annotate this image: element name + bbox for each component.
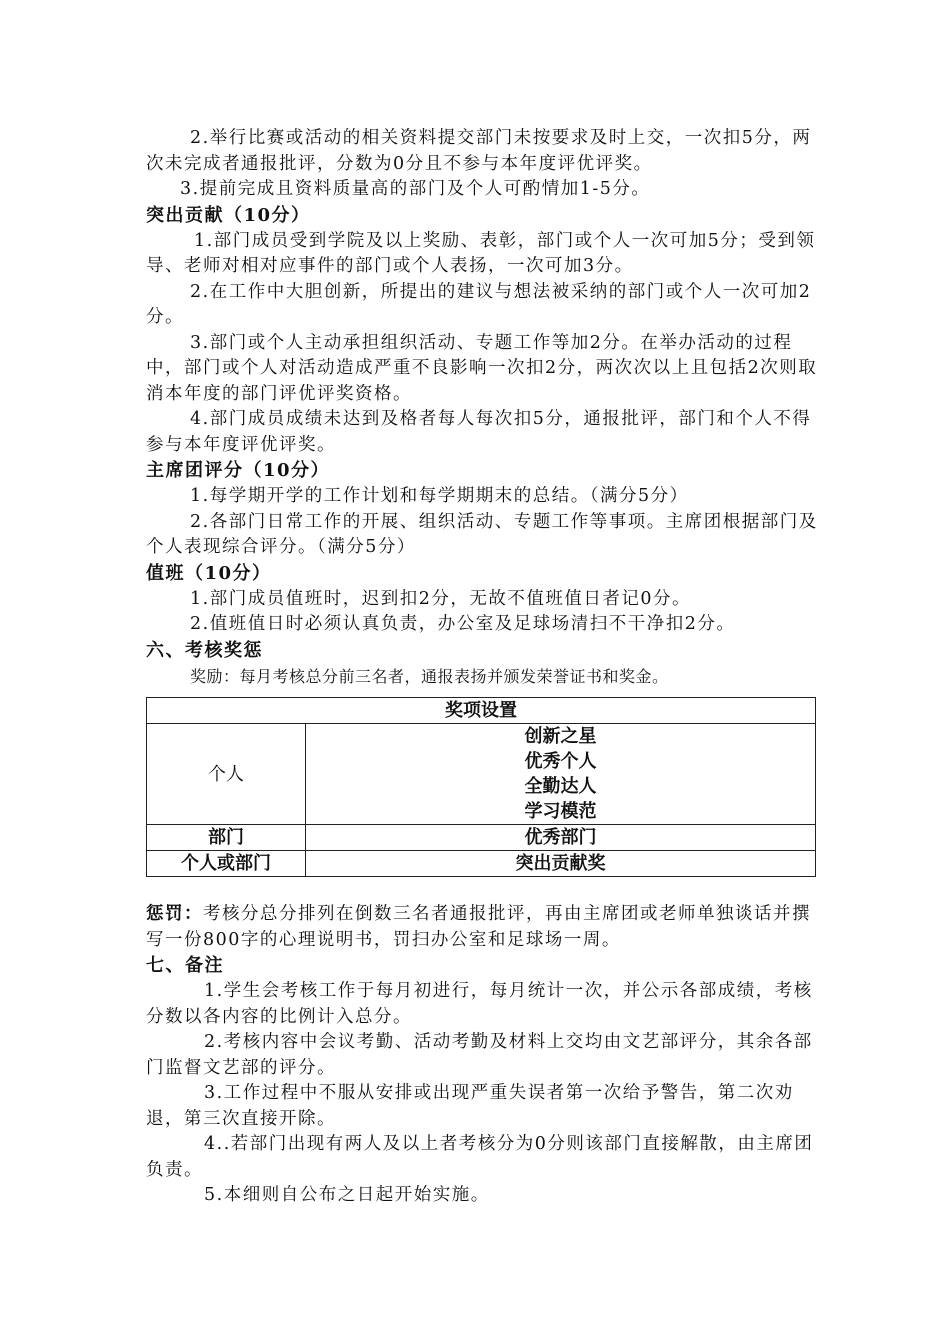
award-name: 全勤达人	[524, 776, 597, 797]
awards-table	[146, 697, 816, 877]
paragraph: 1.每学期开学的工作计划和每学期期末的总结。（满分5分）	[190, 486, 689, 506]
section-heading-notes: 七、备注	[146, 955, 224, 976]
award-list-cell	[306, 724, 816, 825]
section-top	[146, 126, 822, 689]
paragraph: 1.学生会考核工作于每月初进行，每月统计一次，并公示各部成绩，考核分数以各内容的比例计入总分。	[146, 981, 813, 1027]
section-heading-rewards: 六、考核奖惩	[146, 639, 263, 661]
award-name: 优秀个人	[524, 751, 597, 772]
award-group-cell: 个人	[147, 724, 306, 825]
punishment-label: 惩罚：	[146, 904, 203, 924]
section-heading-contribution: 突出贡献（10分）	[146, 204, 311, 226]
punishment-text: 考核分总分排列在倒数三名者通报批评，再由主席团或老师单独谈话并撰写一份800字的心理说明书，罚扫办公室和足球场一周。	[146, 904, 811, 950]
paragraph: 1.部门成员受到学院及以上奖励、表彰，部门或个人一次可加5分；受到领导、老师对相对应事件的部门或个人表扬，一次可加3分。	[146, 230, 816, 276]
section-heading-presidium: 主席团评分（10分）	[146, 460, 331, 481]
paragraph: 4..若部门出现有两人及以上者考核分为0分则该部门直接解散，由主席团负责。	[146, 1134, 814, 1180]
award-name: 优秀部门	[306, 825, 816, 851]
paragraph: 3.工作过程中不服从安排或出现严重失误者第一次给予警告，第二次劝退，第三次直接开除。	[146, 1083, 794, 1129]
paragraph: 4.部门成员成绩未达到及格者每人每次扣5分，通报批评，部门和个人不得参与本年度评优评奖。	[146, 409, 812, 455]
paragraph: 2.考核内容中会议考勤、活动考勤及材料上交均由文艺部评分，其余各部门监督文艺部的评分。	[146, 1032, 813, 1078]
paragraph: 3.部门或个人主动承担组织活动、专题工作等加2分。在举办活动的过程中，部门或个人对活动造成严重不良影响一次扣2分，两次次以上且包括2次则取消本年度的部门评优评奖资格。	[146, 332, 818, 404]
paragraph: 2.在工作中大胆创新，所提出的建议与想法被采纳的部门或个人一次可加2分。	[146, 281, 812, 327]
paragraph: 2.各部门日常工作的开展、组织活动、专题工作等事项。主席团根据部门及个人表现综合评分。（满分5分）	[146, 511, 818, 557]
section-bottom	[146, 902, 822, 1209]
award-group-cell: 部门	[147, 825, 306, 851]
paragraph: 2.值班值日时必须认真负责，办公室及足球场清扫不干净扣2分。	[190, 614, 736, 634]
award-name: 突出贡献奖	[306, 851, 816, 877]
reward-line: 奖励：每月考核总分前三名者，通报表扬并颁发荣誉证书和奖金。	[190, 666, 669, 686]
awards-table-title: 奖项设置	[147, 698, 816, 724]
punishment-paragraph	[146, 902, 822, 953]
paragraph: 3.提前完成且资料质量高的部门及个人可酌情加1-5分。	[180, 179, 651, 199]
paragraph: 5.本细则自公布之日起开始实施。	[204, 1185, 490, 1205]
award-group-cell: 个人或部门	[147, 851, 306, 877]
paragraph: 1.部门成员值班时，迟到扣2分，无故不值班值日者记0分。	[190, 588, 691, 609]
award-name: 学习模范	[524, 801, 597, 822]
award-name: 创新之星	[524, 726, 597, 747]
section-heading-duty: 值班（10分）	[146, 562, 272, 584]
paragraph: 2.举行比赛或活动的相关资料提交部门未按要求及时上交，一次扣5分，两次未完成者通报批评，分数为0分且不参与本年度评优评奖。	[146, 128, 812, 174]
